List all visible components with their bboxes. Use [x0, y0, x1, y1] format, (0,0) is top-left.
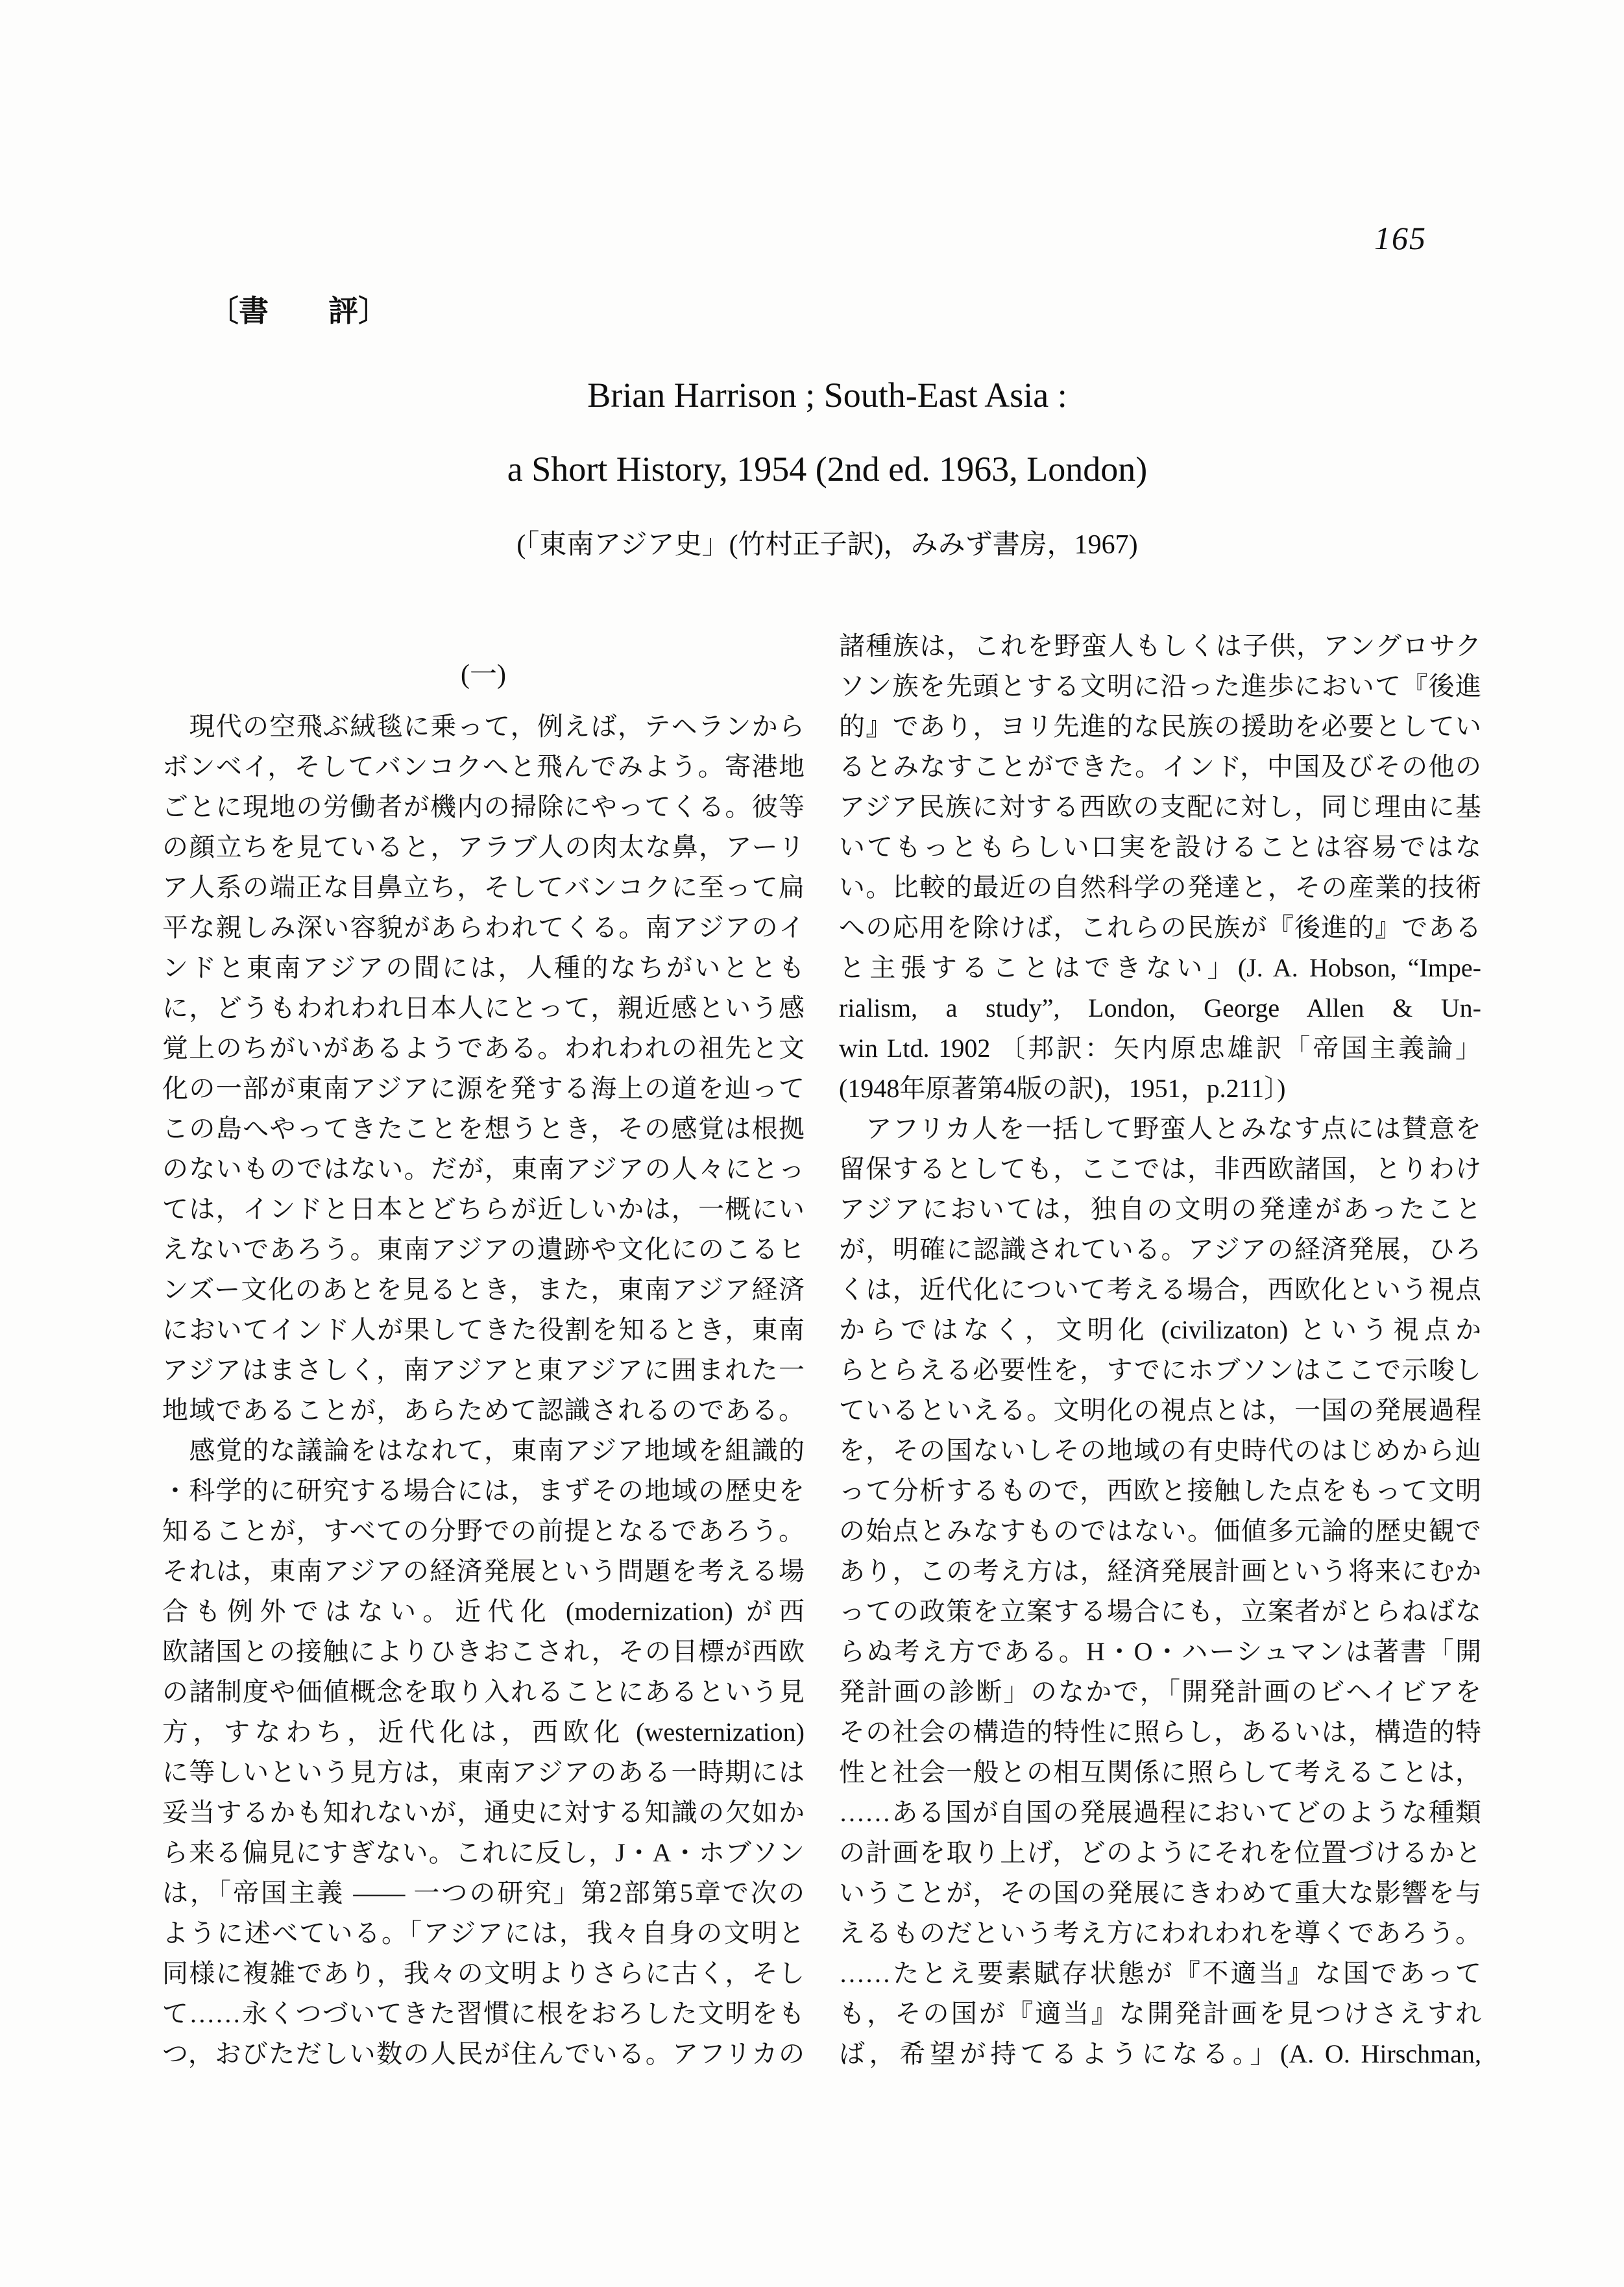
- text-line: って分析するもので，西欧と接触した点をもって文明: [839, 1476, 1481, 1505]
- text-line: の計画を取り上げ，どのようにそれを位置づけるかと: [839, 1838, 1481, 1867]
- text-line: 同様に複雑であり，我々の文明よりさらに古く，そし: [162, 1959, 805, 1988]
- text-line: その社会の構造的特性に照らし，あるいは，構造的特: [839, 1717, 1481, 1747]
- text-line: への応用を除けば，これらの民族が『後進的』である: [839, 913, 1481, 942]
- text-line: らぬ考え方である。H・O・ハーシュマンは著書「開: [839, 1637, 1481, 1666]
- text-line: らとらえる必要性を，すでにホブソンはここで示唆し: [839, 1355, 1481, 1385]
- text-line: の顔立ちを見ていると，アラブ人の肉太な鼻，アーリ: [162, 832, 805, 862]
- text-line: においてインド人が果してきた役割を知るとき，東南: [162, 1315, 805, 1344]
- text-line: の諸制度や価値概念を取り入れることにあるという見: [162, 1677, 805, 1706]
- text-line: ては，インドと日本とどちらが近しいかは，一概にい: [162, 1194, 805, 1224]
- text-line: ボンベイ，そしてバンコクへと飛んでみよう。寄港地: [162, 752, 805, 781]
- page-number: 165: [1374, 220, 1427, 256]
- text-line: いてもっともらしい口実を設けることは容易ではな: [839, 832, 1481, 862]
- text-line: ば，希望が持てるようになる。」(A. O. Hirschman,: [839, 2039, 1481, 2068]
- text-line: アフリカ人を一括して野蛮人とみなす点には賛意を: [839, 1114, 1481, 1143]
- text-line: 合も例外ではない。近代化 (modernization) が西: [162, 1597, 805, 1626]
- text-line: 感覚的な議論をはなれて，東南アジア地域を組識的: [162, 1436, 805, 1465]
- text-line: を，その国ないしその地域の有史時代のはじめから辿: [839, 1436, 1481, 1465]
- text-line: 諸種族は，これを野蛮人もしくは子供，アングロサク: [839, 631, 1481, 660]
- book-title-line2: a Short History, 1954 (2nd ed. 1963, London): [507, 450, 1148, 489]
- text-line: アジアにおいては，独自の文明の発達があったこと: [839, 1194, 1481, 1224]
- text-line: 方，すなわち，近代化は，西欧化 (westernization): [162, 1717, 805, 1747]
- text-line: も，その国が『適当』な開発計画を見つけさえすれ: [839, 1999, 1481, 2028]
- text-line: に等しいという見方は，東南アジアのある一時期には: [162, 1758, 805, 1787]
- text-line: 知ることが，すべての分野での前提となるであろう。: [162, 1516, 805, 1545]
- text-line: ているといえる。文明化の視点とは，一国の発展過程: [839, 1396, 1481, 1425]
- text-line: 妥当するかも知れないが，通史に対する知識の欠如か: [162, 1798, 805, 1827]
- section-heading-one: (一): [461, 660, 506, 690]
- text-line: くは，近代化について考える場合，西欧化という視点: [839, 1275, 1481, 1304]
- text-line: ごとに現地の労働者が機内の掃除にやってくる。彼等: [162, 792, 805, 821]
- text-line: 発計画の診断」のなかで，「開発計画のビヘイビアを: [839, 1677, 1481, 1706]
- text-line: 覚上のちがいがあるようである。われわれの祖先と文: [162, 1034, 805, 1063]
- text-line: アジア民族に対する西欧の支配に対し，同じ理由に基: [839, 792, 1481, 821]
- text-line: に，どうもわれわれ日本人にとって，親近感という感: [162, 993, 805, 1022]
- text-line: rialism, a study”, London, George Allen & Un-: [839, 993, 1481, 1022]
- text-line: っての政策を立案する場合にも，立案者がとらねばな: [839, 1597, 1481, 1626]
- text-line: win Ltd. 1902 〔邦訳：矢内原忠雄訳「帝国主義論」: [839, 1034, 1481, 1063]
- text-line: 平な親しみ深い容貌があらわれてくる。南アジアのイ: [162, 913, 805, 942]
- left-text-column: [162, 707, 805, 2074]
- text-line: いうことが，その国の発展にきわめて重大な影響を与: [839, 1878, 1481, 1907]
- text-line: 留保するとしても，ここでは，非西欧諸国，とりわけ: [839, 1154, 1481, 1183]
- text-line: (1948年原著第4版の訳)，1951，p.211〕): [839, 1074, 1286, 1103]
- text-line: 化の一部が東南アジアに源を発する海上の道を辿って: [162, 1074, 805, 1103]
- text-line: 現代の空飛ぶ絨毯に乗って，例えば，テヘランから: [162, 712, 805, 741]
- text-line: ら来る偏見にすぎない。これに反し，J・A・ホブソン: [162, 1838, 805, 1867]
- text-line: からではなく，文明化 (civilizaton) という視点か: [839, 1315, 1481, 1344]
- text-line: ア人系の端正な目鼻立ち，そしてバンコクに至って扁: [162, 873, 805, 902]
- text-line: アジアはまさしく，南アジアと東アジアに囲まれた一: [162, 1355, 805, 1385]
- book-title-line1: Brian Harrison ; South-East Asia :: [587, 376, 1067, 415]
- text-line: 性と社会一般との相互関係に照らして考えることは，: [839, 1758, 1481, 1787]
- text-line: それは，東南アジアの経済発展という問題を考える場: [162, 1556, 805, 1586]
- text-line: が，明確に認識されている。アジアの経済発展，ひろ: [839, 1235, 1481, 1264]
- text-line: えないであろう。東南アジアの遺跡や文化にのこるヒ: [162, 1235, 805, 1264]
- text-line: ンドと東南アジアの間には，人種的なちがいととも: [162, 953, 805, 982]
- text-line: い。比較的最近の自然科学の発達と，その産業的技術: [839, 873, 1481, 902]
- text-line: は，「帝国主義 ―― 一つの研究」第2部第5章で次の: [162, 1878, 805, 1907]
- text-line: ように述べている。「アジアには，我々自身の文明と: [162, 1918, 805, 1948]
- right-text-column: [839, 626, 1481, 2074]
- text-line: この島へやってきたことを想うとき，その感覚は根拠: [162, 1114, 805, 1143]
- text-line: ……たとえ要素賦存状態が『不適当』な国であって: [839, 1959, 1481, 1988]
- text-line: て……永くつづいてきた習慣に根をおろした文明をも: [162, 1999, 805, 2028]
- book-title-japanese-translation: (「東南アジア史」(竹村正子訳)，みみず書房，1967): [516, 530, 1138, 560]
- text-line: あり，この考え方は，経済発展計画という将来にむか: [839, 1556, 1481, 1586]
- text-line: ……ある国が自国の発展過程においてどのような種類: [839, 1798, 1481, 1827]
- text-line: 地域であることが，あらためて認識されるのである。: [162, 1396, 805, 1425]
- text-line: の始点とみなすものではない。価値多元論的歴史観で: [839, 1516, 1481, 1545]
- text-line: ンズー文化のあとを見るとき，また，東南アジア経済: [162, 1275, 805, 1304]
- text-line: と主張することはできない」(J. A. Hobson, “Impe-: [839, 953, 1481, 982]
- text-line: ソン族を先頭とする文明に沿った進歩において『後進: [839, 672, 1481, 701]
- text-line: えるものだという考え方にわれわれを導くであろう。: [839, 1918, 1481, 1948]
- text-line: るとみなすことができた。インド，中国及びその他の: [839, 752, 1481, 781]
- text-line: ・科学的に研究する場合には，まずその地域の歴史を: [162, 1476, 805, 1505]
- review-label: 〔書 評〕: [209, 295, 388, 328]
- text-line: つ，おびただしい数の人民が住んでいる。アフリカの: [162, 2039, 805, 2068]
- text-line: 的』であり，ヨリ先進的な民族の援助を必要としてい: [839, 712, 1481, 741]
- text-line: 欧諸国との接触によりひきおこされ，その目標が西欧: [162, 1637, 805, 1666]
- text-line: のないものではない。だが，東南アジアの人々にとっ: [162, 1154, 805, 1183]
